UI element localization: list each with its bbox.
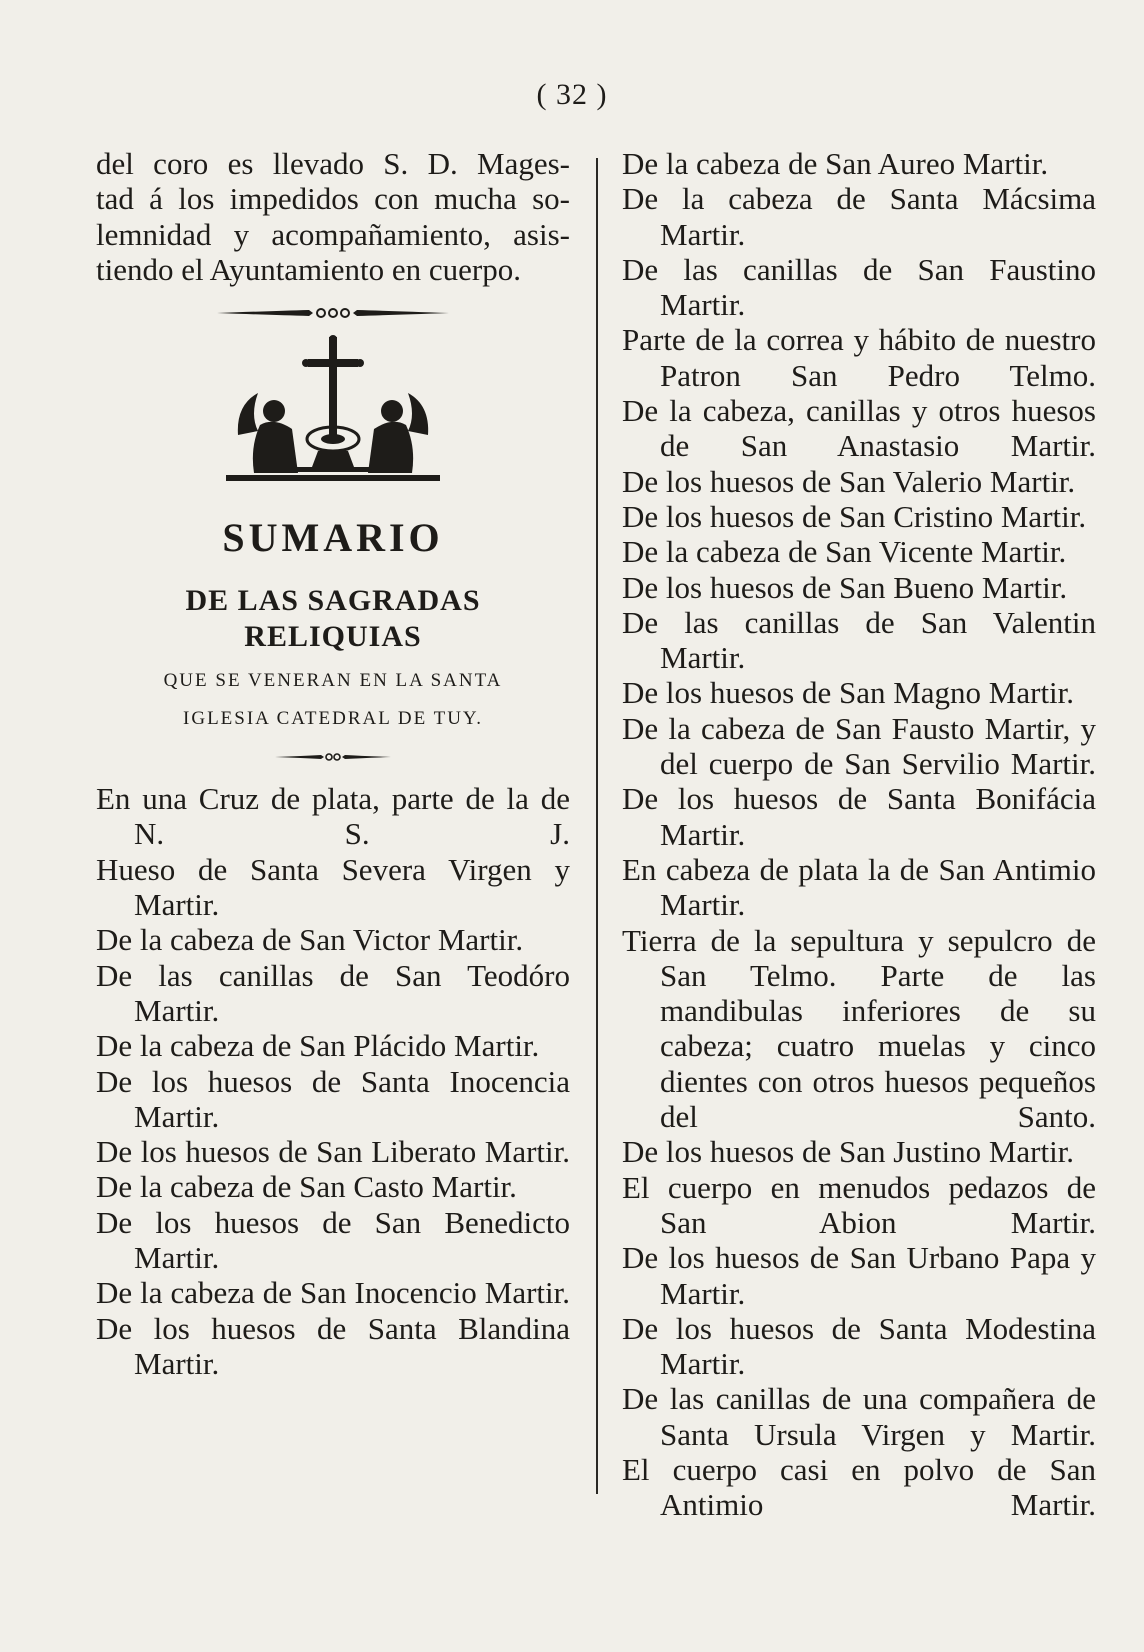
intro-line: lemnidad y acompañamiento, asis- (96, 216, 570, 252)
relic-entry: De los huesos de San Cristino Martir. (622, 498, 1087, 534)
relic-entry: De las canillas de una compañera de Santa Ursula Virgen y Martir. (622, 1381, 1096, 1452)
relic-entry: En cabeza de plata la de San Antimio Martir. (622, 851, 1096, 923)
divider-ornament (213, 305, 453, 321)
relic-entry: De las canillas de San Faustino Martir. (622, 251, 1096, 323)
relic-entry: El cuerpo casi en polvo de San Antimio Martir. (622, 1451, 1096, 1523)
relic-entry: De la cabeza de Santa Mácsima Martir. (622, 181, 1096, 252)
caption-line: QUE SE VENERAN EN LA SANTA (163, 670, 503, 692)
relic-entry: Hueso de Santa Severa Virgen y Martir. (96, 851, 570, 923)
relic-entry: De los huesos de San Benedicto Martir. (96, 1204, 570, 1276)
relic-entry: De la cabeza de San Fausto Martir, y del cuerpo de San Servilio Martir. (622, 710, 1096, 782)
relic-entry: De los huesos de San Valerio Martir. (622, 463, 1076, 499)
column-rule (596, 158, 598, 1494)
left-column (96, 146, 570, 1381)
divider-ornament (273, 751, 393, 763)
relic-entry: De la cabeza de San Plácido Martir. (96, 1028, 540, 1064)
relic-entry: De la cabeza de San Casto Martir. (96, 1169, 517, 1205)
relic-entry: En una Cruz de plata, parte de la de N. S. J. (96, 781, 570, 852)
relic-entry: Tierra de la sepultura y sepulcro de San Telmo. Parte de las mandibulas inferiores de su cabeza; cuatro muelas y cinco dientes con otros huesos pequeños del Santo. (622, 922, 1096, 1135)
relic-entry: De las canillas de San Teodóro Martir. (96, 957, 570, 1028)
relic-entry: De la cabeza de San Vicente Martir. (622, 534, 1067, 570)
relic-entry: Parte de la correa y hábito de nuestro Patron San Pedro Telmo. (622, 322, 1096, 393)
title-sumario: SUMARIO (222, 515, 444, 561)
cross-with-angels-vignette-icon (218, 335, 448, 485)
right-column (622, 146, 1096, 1523)
intro-line: del coro es llevado S. D. Mages- (96, 146, 570, 181)
relic-entry: De los huesos de San Liberato Martir. (96, 1134, 570, 1170)
subtitle-sagradas-reliquias: DE LAS SAGRADAS RELIQUIAS (185, 584, 481, 654)
relic-entry: De los huesos de Santa Blandina Martir. (96, 1310, 570, 1381)
relic-entry: De las canillas de San Valentin Martir. (622, 604, 1096, 676)
relic-entry: De los huesos de San Urbano Papa y Martir. (622, 1240, 1096, 1311)
intro-line: tiendo el Ayuntamiento en cuerpo. (96, 251, 522, 287)
relic-entry: De los huesos de San Magno Martir. (622, 675, 1075, 711)
relic-entry: De los huesos de Santa Inocencia Martir. (96, 1063, 570, 1134)
relic-entry: De los huesos de San Justino Martir. (622, 1134, 1075, 1170)
relic-entry: El cuerpo en menudos pedazos de San Abion Martir. (622, 1169, 1096, 1240)
relic-entry: De la cabeza de San Victor Martir. (96, 922, 524, 958)
relic-entry: De la cabeza, canillas y otros huesos de San Anastasio Martir. (622, 393, 1096, 464)
intro-line: tad á los impedidos con mucha so- (96, 181, 570, 217)
relic-entry: De los huesos de San Bueno Martir. (622, 569, 1068, 605)
relic-entry: De la cabeza de San Inocencio Martir. (96, 1275, 570, 1311)
page-number: ( 32 ) (536, 78, 608, 111)
relic-entry: De los huesos de Santa Bonifácia Martir. (622, 781, 1096, 852)
caption-line: IGLESIA CATEDRAL DE TUY. (183, 708, 483, 730)
relic-entry: De los huesos de Santa Modestina Martir. (622, 1310, 1096, 1382)
relic-entry: De la cabeza de San Aureo Martir. (622, 146, 1049, 181)
